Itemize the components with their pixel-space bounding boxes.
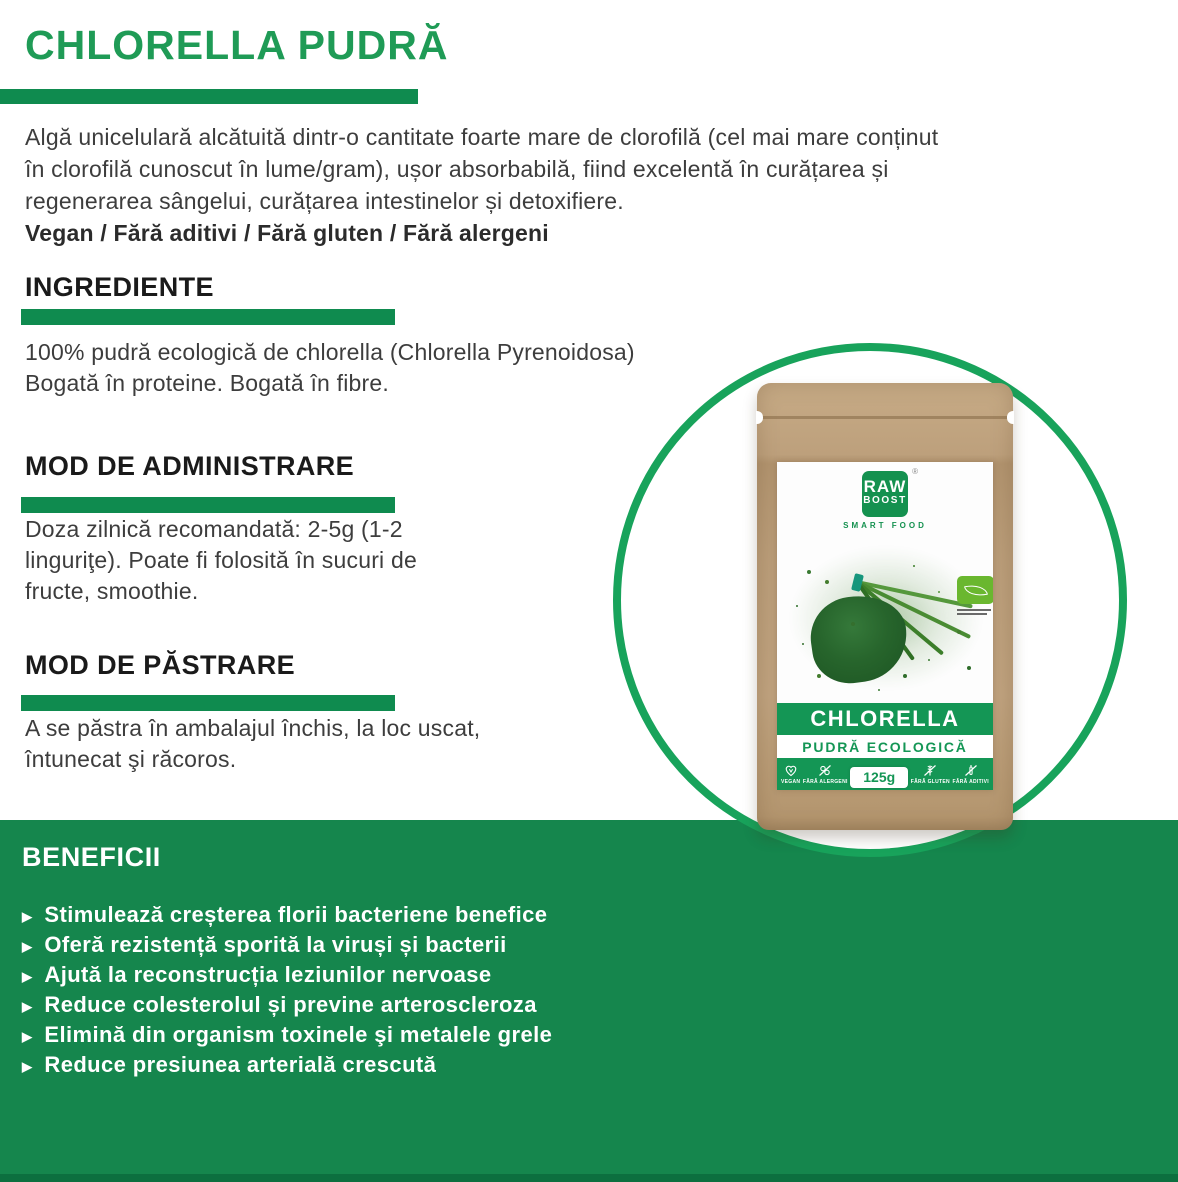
pouch-tear-notch: [1007, 411, 1014, 424]
storage-line: A se păstra în ambalajul închis, la loc uscat,: [25, 715, 481, 741]
vegan-badge: [781, 764, 800, 785]
gluten-free-badge: [911, 764, 950, 785]
benefit-text: Elimină din organism toxinele şi metalele grele: [44, 1022, 553, 1047]
badge-label: VEGAN: [781, 778, 801, 785]
badge-label: FĂRĂ GLUTEN: [910, 778, 950, 785]
benefits-panel: [0, 820, 1178, 1182]
product-subtitle: PUDRĂ ECOLOGICĂ: [802, 738, 968, 755]
benefit-text: Oferă rezistență sporită la viruși și bacterii: [44, 932, 507, 957]
administration-line: linguriţe). Poate fi folosită în sucuri de: [25, 547, 417, 573]
storage-text: [25, 713, 480, 775]
benefit-text: Stimulează creșterea florii bacteriene benefice: [44, 902, 548, 927]
benefit-item: [22, 960, 552, 990]
no-allergens-icon: [818, 764, 832, 777]
ingredients-line: 100% pudră ecologică de chlorella (Chlorella Pyrenoidosa): [25, 339, 635, 365]
badges-band: [777, 758, 993, 790]
brand-raw-text: RAW: [863, 477, 907, 496]
brand-boost-text: BOOST: [863, 495, 907, 506]
product-subtitle-band: [777, 735, 993, 758]
administration-underline-bar: [21, 497, 395, 513]
administration-text: [25, 514, 417, 607]
bullet-triangle-icon: ▶: [22, 908, 33, 924]
product-pouch-image: [757, 383, 1013, 830]
badge-label: FĂRĂ ADITIVI: [952, 778, 989, 785]
bullet-triangle-icon: ▶: [22, 998, 33, 1014]
benefit-item: [22, 1020, 552, 1050]
administration-line: Doza zilnică recomandată: 2-5g (1-2: [25, 516, 403, 542]
benefit-text: Reduce presiunea arterială crescută: [44, 1052, 437, 1077]
intro-line: regenerarea sângelui, curățarea intestinelor și detoxifiere.: [25, 188, 624, 214]
weight-pill: [850, 767, 908, 788]
benefits-heading: BENEFICII: [22, 842, 161, 872]
intro-line: în clorofilă cunoscut în lume/gram), ușor absorbabilă, fiind excelentă în curățarea și: [25, 156, 889, 182]
product-name-banner: [777, 703, 993, 735]
no-gluten-icon: [923, 764, 937, 777]
additive-free-badge: [953, 764, 989, 785]
intro-highlight: Vegan / Fără aditivi / Fără gluten / Fără alergeni: [25, 220, 549, 246]
pouch-seal-seam: [757, 416, 1013, 419]
storage-underline-bar: [21, 695, 395, 711]
benefit-item: [22, 990, 552, 1020]
administration-line: fructe, smoothie.: [25, 578, 199, 604]
benefit-text: Ajută la reconstrucția leziunilor nervoase: [44, 962, 492, 987]
ingredients-underline-bar: [21, 309, 395, 325]
powder-splatter: [807, 570, 811, 574]
intro-line: Algă unicelulară alcătuită dintr-o cantitate foarte mare de clorofilă (cel mai mare conținut: [25, 124, 939, 150]
registered-mark: ®: [912, 467, 918, 476]
brand-logo: [777, 467, 993, 530]
certification-text-lines: [957, 609, 991, 617]
bullet-triangle-icon: ▶: [22, 1058, 33, 1074]
eu-organic-leaf-icon: [964, 582, 988, 599]
title-underline-bar: [0, 89, 418, 104]
pouch-label: [777, 462, 993, 790]
panel-bottom-edge: [0, 1174, 1178, 1182]
benefit-item: [22, 900, 552, 930]
no-additives-icon: [964, 764, 978, 777]
administration-heading: MOD DE ADMINISTRARE: [25, 451, 355, 481]
weight-value: 125g: [863, 769, 896, 785]
bullet-triangle-icon: ▶: [22, 1028, 33, 1044]
benefit-item: [22, 930, 552, 960]
allergen-free-badge: [803, 764, 848, 785]
product-name: CHLORELLA: [810, 706, 960, 731]
brand-tagline: SMART FOOD: [843, 521, 927, 530]
vegan-heart-icon: [784, 764, 798, 777]
bullet-triangle-icon: ▶: [22, 938, 33, 954]
bullet-triangle-icon: ▶: [22, 968, 33, 984]
benefit-item: [22, 1050, 552, 1080]
eu-organic-logo: [957, 576, 993, 604]
benefit-text: Reduce colesterolul și previne arteroscleroza: [44, 992, 537, 1017]
ingredients-heading: INGREDIENTE: [25, 272, 214, 302]
ingredients-text: [25, 337, 635, 399]
badge-label: FĂRĂ ALERGENI: [802, 778, 848, 785]
storage-heading: MOD DE PĂSTRARE: [25, 650, 296, 680]
pouch-tear-notch: [756, 411, 763, 424]
storage-line: întunecat şi răcoros.: [25, 746, 237, 772]
page-title: CHLORELLA PUDRĂ: [25, 22, 449, 68]
chlorella-powder-photo: [777, 540, 993, 702]
benefits-list: [22, 900, 552, 1080]
rawboost-logo: [862, 467, 918, 517]
intro-paragraph: [25, 121, 938, 249]
ingredients-line: Bogată în proteine. Bogată în fibre.: [25, 370, 389, 396]
